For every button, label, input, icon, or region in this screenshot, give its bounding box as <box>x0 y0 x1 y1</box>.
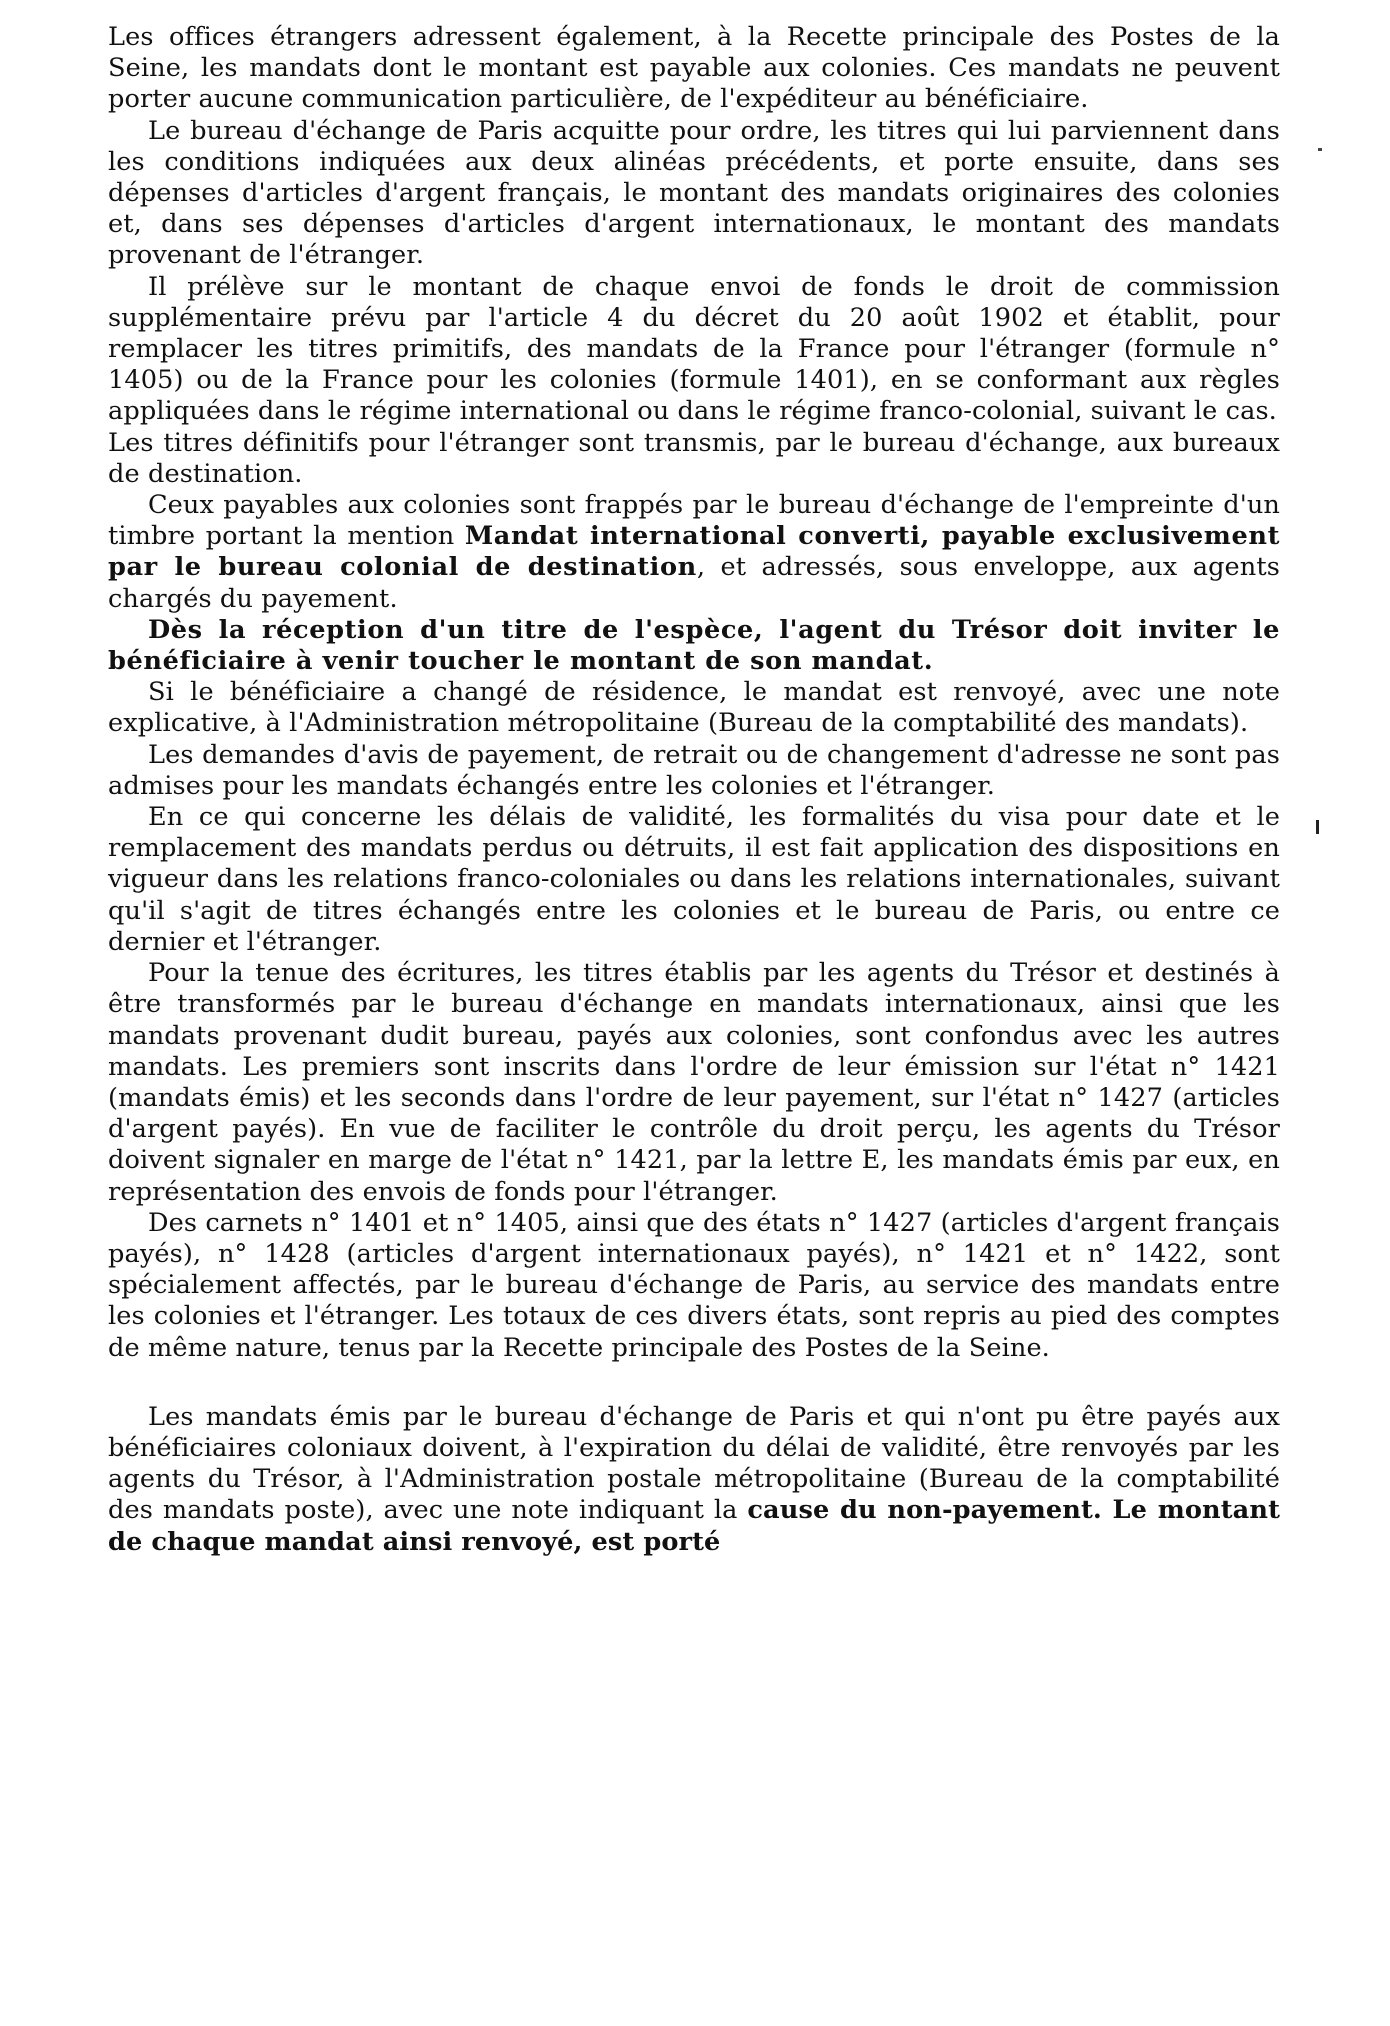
paragraph-commission <box>108 272 1280 428</box>
text-run: Les offices étrangers adressent également, à la Recette principale des Postes de la Seine, les mandats dont le montant est payable aux colonies. Ces mandats ne peuvent porter aucune communication particulière, de l'expéditeur au bénéficiaire. <box>108 22 1280 115</box>
paragraph-colonial-stamp <box>108 490 1280 615</box>
text-run: Les titres définitifs pour l'étranger sont transmis, par le bureau d'échange, aux bureaux de destination. <box>108 427 1280 489</box>
margin-dot <box>1318 148 1322 151</box>
text-run: Le bureau d'échange de Paris acquitte pour ordre, les titres qui lui parviennent dans les conditions indiquées aux deux alinéas précédents, et porte ensuite, dans ses dépenses d'articles d'argent français, le montant des mandats originaires des colonies et, dans ses dépenses d'articles d'argent internationaux, le montant des mandats provenant de l'étranger. <box>108 115 1280 271</box>
text-run: En ce qui concerne les délais de validité, les formalités du visa pour date et le remplacement des mandats perdus ou détruits, il est fait application des dispositions en vigueur dans les relations franco-coloniales ou dans les relations internationales, suivant qu'il s'agit de titres échangés entre les colonies et le bureau de Paris, ou entre ce dernier et l'étranger. <box>108 802 1280 957</box>
text-run: Les mandats émis par le bureau d'échange de Paris et qui n'ont pu être payés aux bénéficiaires coloniaux doivent, à l'expiration du délai de validité, être renvoyés par les agents du Trésor, à l'Administration postale métropolitaine (Bureau de la comptabilité des mandats poste), avec une note indiquant la <box>108 1401 1280 1526</box>
margin-mark <box>1316 820 1319 834</box>
paragraph-unpaid-mandates <box>108 1402 1280 1558</box>
stamp-mention-text: Mandat international converti, payable exclusivement par le bureau colonial de destination <box>108 521 1280 583</box>
text-run: Si le bénéficiaire a changé de résidence, le mandat est renvoyé, avec une note explicative, à l'Administration métropolitaine (Bureau de la comptabilité des mandats). <box>108 677 1280 739</box>
text-run: Pour la tenue des écritures, les titres établis par les agents du Trésor et destinés à être transformés par le bureau d'échange en mandats internationaux, ainsi que les mandats provenant dudit bureau, payés aux colonies, sont confondus avec les autres mandats. Les premiers sont inscrits dans l'ordre de leur émission sur l'état n° 1421 (mandats émis) et les seconds dans l'ordre de leur payement, sur l'état n° 1427 (articles d'argent payés). En vue de faciliter le contrôle du droit perçu, les agents du Trésor doivent signaler en marge de l'état n° 1421, par la lettre E, les mandats émis par eux, en représentation des envois de fonds pour l'étranger. <box>108 958 1280 1207</box>
paragraph-bookkeeping <box>108 958 1280 1208</box>
text-run: Il prélève sur le montant de chaque envoi de fonds le droit de commission supplémentaire prévu par l'article 4 du décret du 20 août 1902 et établit, pour remplacer les titres primitifs, des mandats de la France pour l'étranger (formule n° 1405) ou de la France pour les colonies (formule 1401), en se conformant aux règles appliquées dans le régime international ou dans le régime franco-colonial, suivant le cas. <box>108 271 1280 427</box>
bold-text-run: cause du non-payement. Le montant de chaque mandat ainsi renvoyé, est porté <box>108 1495 1280 1557</box>
text-run: Ceux payables aux colonies sont frappés par le bureau d'échange de l'empreinte d'un timbre portant la mention <box>108 490 1280 552</box>
text-run: Des carnets n° 1401 et n° 1405, ainsi que des états n° 1427 (articles d'argent français payés), n° 1428 (articles d'argent internationaux payés), n° 1421 et n° 1422, sont spécialement affectés, par le bureau d'échange de Paris, au service des mandats entre les colonies et l'étranger. Les totaux de ces divers états, sont repris au pied des comptes de même nature, tenus par la Recette principale des Postes de la Seine. <box>108 1207 1280 1363</box>
paragraph-foreign-offices <box>108 22 1280 116</box>
document-page <box>108 22 1280 1558</box>
emphasized-instruction: Dès la réception d'un titre de l'espèce, l'agent du Trésor doit inviter le bénéficiaire à venir toucher le montant de son mandat. <box>108 614 1280 677</box>
paragraph-treasury-agent <box>108 615 1280 677</box>
paragraph-definitive-titles <box>108 428 1280 490</box>
paragraph-validity <box>108 802 1280 958</box>
paragraph-change-residence <box>108 677 1280 739</box>
text-run: Les demandes d'avis de payement, de retrait ou de changement d'adresse ne sont pas admises pour les mandats échangés entre les colonies et l'étranger. <box>108 739 1280 801</box>
paragraph-exchange-bureau <box>108 116 1280 272</box>
text-run: , et adressés, sous enveloppe, aux agents chargés du payement. <box>108 552 1281 614</box>
paragraph-carnets <box>108 1208 1280 1364</box>
paragraph-requests <box>108 740 1280 802</box>
